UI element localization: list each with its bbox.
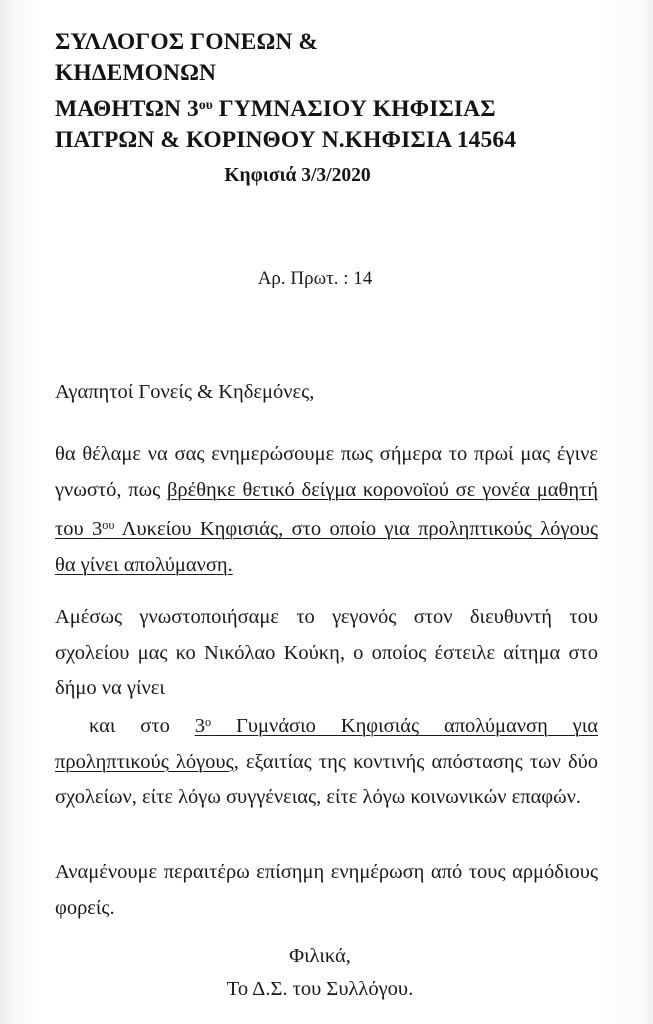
paragraph-3-underlined-rest: Γυμνάσιο Κηφισιάς απολύμανση για προληπτικούς λόγους: [55, 715, 598, 773]
letterhead-line-3-pre: ΜΑΘΗΤΩΝ 3: [55, 96, 199, 123]
closing-block: [0, 940, 640, 1006]
paragraph-1-underlined-a: βρέθηκε θετικό δείγμα κορονοϊού σε γονέα μαθητή του 3: [55, 478, 598, 541]
paragraph-1: [55, 437, 598, 583]
paragraph-1-underlined-c: απολύμανση.: [123, 553, 233, 576]
letterhead-line-1: ΣΥΛΛΟΓΟΣ ΓΟΝΕΩΝ &: [55, 29, 319, 55]
paragraph-4: Αναμένουμε περαιτέρω επίσημη ενημέρωση από τους αρμόδιους φορείς.: [55, 861, 598, 919]
letterhead-line-4: ΠΑΤΡΩΝ & ΚΟΡΙΝΘΟΥ Ν.ΚΗΦΙΣΙΑ 14564: [55, 127, 517, 154]
protocol-number: Αρ. Πρωτ. : 14: [257, 268, 373, 289]
letterhead-line-3-post: ΓΥΜΝΑΣΙΟΥ ΚΗΦΙΣΙΑΣ: [212, 96, 496, 123]
paragraph-1-ordinal-superscript: ου: [102, 518, 115, 532]
paragraph-3-ordinal-superscript: ο: [205, 715, 212, 729]
letterhead-line-3: [55, 89, 600, 125]
paragraph-3-lead: και στο: [89, 715, 195, 738]
paragraph-2: Αμέσως γνωστοποιήσαμε το γεγονός στον διευθυντή του σχολείου μας κο Νικόλαο Κούκη, ο οποίος έστειλε αίτημα στο δήμο να γίνει: [55, 606, 598, 699]
paragraph-3-tail: , εξαιτίας της κοντινής απόστασης των δύο σχολείων, είτε λόγω συγγένειας, είτε λόγω κοινωνικών επαφών.: [55, 750, 599, 809]
paragraph-3-school-number: 3: [194, 715, 205, 738]
paragraph-1-underlined-b: Λυκείου Κηφισιάς, στο οποίο για προληπτικούς λόγους θα γίνει: [55, 518, 598, 576]
letterhead: [55, 27, 600, 156]
paragraph-1-plain-text: θα θέλαμε να σας ενημερώσουμε πως σήμερα το πρωί μας έγινε γνωστό, πως: [55, 443, 598, 501]
salutation: Αγαπητοί Γονείς & Κηδεμόνες,: [55, 381, 315, 403]
letterhead-line-3-superscript: ου: [198, 97, 213, 112]
closing-regards: Φιλικά,: [289, 945, 351, 967]
date-line: Κηφισιά 3/3/2020: [224, 165, 371, 186]
letterhead-line-2: ΚΗΔΕΜΟΝΩΝ: [55, 60, 217, 86]
paragraph-3: [55, 705, 598, 816]
closing-signature: Το Δ.Σ. του Συλλόγου.: [226, 978, 414, 1000]
